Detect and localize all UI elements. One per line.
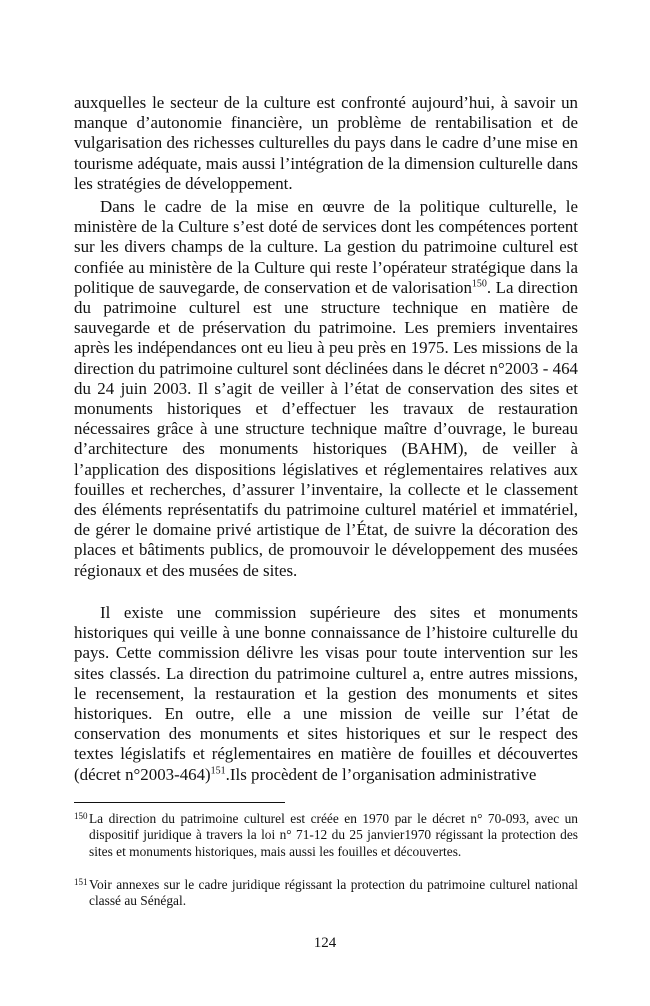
paragraph-3-text-before-ref: Il existe une commission supérieure des sites et monuments historiques qui veille à une bonne connaissance de l’histoire culturelle du pays. Cette commission délivre les visas pour toute intervention sur les sites classés. La direction du patrimoine culturel a, entre autres missions, le recensement, la restauration et la gestion des monuments et sites historiques. En outre, elle a une mission de veille sur l’état de conservation des monuments et sites historiques et sur le respect des textes législatifs et réglementaires en matière de fouilles et découvertes (décret n°2003-464) [74, 603, 578, 784]
footnote-151-text: Voir annexes sur le cadre juridique régissant la protection du patrimoine culturel national classé au Sénégal. [89, 877, 578, 909]
footnote-150-text: La direction du patrimoine culturel est créée en 1970 par le décret n° 70-093, avec un dispositif juridique à travers la loi n° 71-12 du 25 janvier1970 régissant la protection des sites et monuments historiques, mais aussi les fouilles et découvertes. [89, 811, 578, 859]
footnote-150-number: 150 [74, 811, 88, 821]
footnote-151 [74, 877, 578, 910]
paragraph-2-text [74, 197, 578, 581]
paragraph-2-text-after-ref: . La direction du patrimoine culturel est une structure technique en matière de sauvegarde et de préservation du patrimoine. Les premiers inventaires après les indépendances ont eu lieu à peu près en 1975. Les missions de la direction du patrimoine culturel sont déclinées dans le décret n°2003 - 464 du 24 juin 2003. Il s’agit de veiller à l’état de conservation des sites et monuments historiques et d’effectuer les travaux de restauration nécessaires grâce à une structure technique maître d’ouvrage, le bureau d’architecture des monuments historiques (BAHM), de veiller à l’application des dispositions législatives et réglementaires relatives aux fouilles et recherches, d’assurer l’inventaire, la collecte et le classement des éléments représentatifs du patrimoine culturel matériel et immatériel, de gérer le domaine privé artistique de l’État, de suivre la décoration des places et bâtiments publics, de promouvoir le développement des musées régionaux et des musées de sites. [74, 277, 579, 580]
footnote-separator [74, 802, 285, 803]
paragraph-2-text-before-ref: Dans le cadre de la mise en œuvre de la politique culturelle, le ministère de la Culture s’est doté de services dont les compétences portent sur les divers champs de la culture. La gestion du patrimoine culturel est confiée au ministère de la Culture qui reste l’opérateur stratégique dans la politique de sauvegarde, de conservation et de valorisation [74, 197, 578, 297]
paragraph-3 [74, 603, 578, 785]
paragraph-1-text: auxquelles le secteur de la culture est confronté aujourd’hui, à savoir un manque d’autonomie financière, un problème de rentabilisation et de vulgarisation des richesses culturelles du pays dans le cadre d’une mise en tourisme adéquate, mais aussi l’intégration de la dimension culturelle dans les stratégies de développement. [74, 93, 578, 193]
paragraph-2 [74, 197, 578, 581]
paragraph-1 [74, 93, 578, 194]
page-number: 124 [313, 935, 337, 951]
footnote-ref-150[interactable]: 150 [471, 278, 487, 290]
footnote-150 [74, 811, 578, 860]
paragraph-3-text-after-ref: .Ils procèdent de l’organisation administrative [225, 764, 537, 784]
footnote-ref-151[interactable]: 151 [210, 765, 226, 776]
paragraph-3-text [74, 603, 578, 785]
footnote-151-number: 151 [74, 877, 88, 887]
